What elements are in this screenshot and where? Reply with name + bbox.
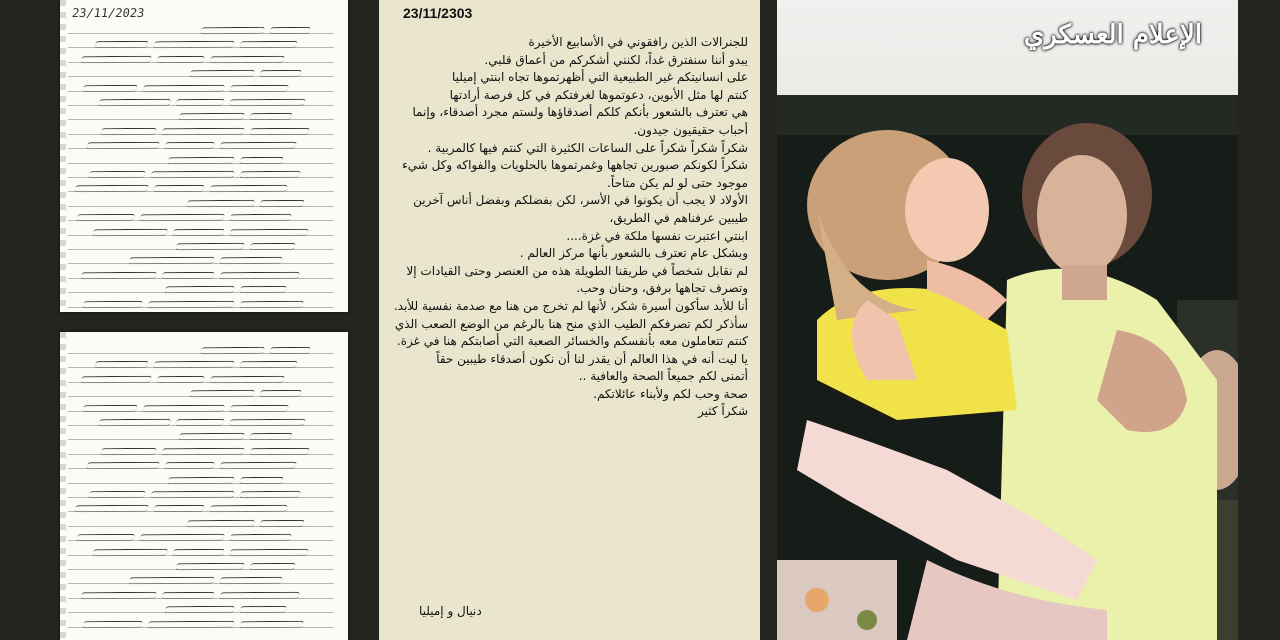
handwriting-stroke: [178, 113, 245, 120]
handwriting-stroke: [259, 520, 305, 527]
handwriting-stroke: [139, 214, 225, 222]
handwriting-stroke: [219, 142, 297, 150]
handwriting-stroke: [150, 491, 235, 499]
handwriting-stroke: [76, 214, 135, 221]
handwriting-stroke: [229, 534, 292, 541]
translation-line: ابنتي اعتبرت نفسها ملكة في غزة....: [566, 228, 748, 243]
handwriting-stroke: [153, 361, 235, 369]
handwriting-stroke: [189, 70, 255, 77]
translation-line: كنتم لها مثل الأبوين، دعوتموها لغرفتكم في كل فرصة أرادتها: [449, 87, 748, 102]
handwriting-stroke: [156, 56, 205, 63]
handwriting-stroke: [80, 592, 157, 600]
handwriting-stroke: [239, 286, 287, 293]
arabic-translation-panel: [379, 0, 760, 640]
handwriting-stroke: [239, 300, 304, 307]
handwriting-stroke: [172, 228, 225, 235]
handwriting-stroke: [76, 534, 135, 541]
translation-line: شكراً شكراً شكراً على الساعات الكثيرة التي كنتم فيها كالمربية .: [427, 140, 748, 155]
handwritten-letter-page-1: [60, 0, 348, 312]
handwriting-stroke: [164, 606, 235, 613]
handwriting-stroke: [239, 620, 304, 627]
handwriting-stroke: [92, 228, 168, 236]
handwriting-stroke: [153, 505, 205, 512]
handwriting-stroke: [128, 577, 215, 585]
translation-line: لم نقابل شخصاً في طريقنا الطويلة هذه من العنصر وحتى القيادات إلا وتصرف تجاهها برفق، وحنان وحب.: [406, 263, 748, 296]
handwriting-stroke: [239, 606, 287, 613]
translation-line: أتمنى لكم جميعاً الصحة والعافية ..: [578, 369, 748, 384]
handwriting-stroke: [186, 520, 255, 527]
handwriting-stroke: [219, 462, 297, 470]
handwriting-stroke: [164, 142, 215, 149]
translation-line: شكراً كثير: [697, 404, 748, 419]
handwriting-stroke: [82, 404, 138, 411]
handwriting-stroke: [147, 300, 235, 308]
handwriting-stroke: [219, 272, 300, 280]
handwriting-stroke: [259, 70, 302, 77]
handwriting-stroke: [186, 200, 255, 207]
handwriting-stroke: [172, 548, 225, 555]
handwriting-stroke: [239, 361, 298, 368]
photo-release-image: [777, 0, 1238, 640]
handwriting-stroke: [269, 347, 311, 354]
handwriting-stroke: [88, 171, 146, 178]
handwriting-stroke: [229, 214, 292, 221]
handwriting-stroke: [209, 376, 285, 384]
handwriting-stroke: [189, 390, 255, 397]
translation-signature: دنيال و إميليا: [419, 604, 482, 618]
handwriting-stroke: [82, 84, 138, 91]
handwritten-letter-page-2: [60, 332, 348, 640]
translation-line: شكراً لكونكم صبورين تجاهها وغمرتموها بالحلويات والفواكه وكل شيء موجود حتى لو لم يكن متاحاً.: [402, 158, 748, 190]
translation-line: يا ليت أنه في هذا العالم أن يقدر لنا أن نكون أصدقاء طيبين حقاً: [436, 351, 748, 366]
handwriting-stroke: [142, 404, 225, 412]
handwriting-stroke: [147, 620, 235, 628]
handwriting-stroke: [200, 27, 265, 34]
handwriting-stroke: [269, 27, 311, 34]
handwriting-stroke: [98, 419, 171, 426]
handwriting-stroke: [175, 419, 225, 426]
handwriting-stroke: [249, 563, 296, 570]
handwriting-stroke: [139, 534, 225, 542]
handwriting-stroke: [249, 433, 293, 440]
handwriting-stroke: [209, 505, 288, 513]
handwriting-stroke: [249, 128, 310, 135]
handwriting-stroke: [209, 56, 285, 64]
handwriting-stroke: [167, 156, 235, 163]
handwriting-stroke: [219, 592, 300, 600]
handwriting-stroke: [219, 257, 283, 264]
handwriting-stroke: [94, 41, 149, 48]
handwriting-stroke: [229, 84, 289, 91]
handwriting-stroke: [161, 448, 245, 456]
translation-line: أنا للأبد سأكون أسيرة شكر، لأنها لم تخرج من هنا مع صدمة نفسية للأبد.: [393, 298, 748, 313]
handwriting-stroke: [219, 577, 283, 584]
handwriting-stroke: [167, 476, 235, 483]
handwriting-stroke: [82, 620, 143, 627]
handwriting-stroke: [229, 419, 306, 427]
handwriting-stroke: [153, 185, 205, 192]
translation-line: هي تعترف بالشعور بأنكم كلكم أصدقاؤها ولستم مجرد أصدقاء، وإنما أحباب حقيقيون جيدون.: [412, 105, 748, 137]
handwriting-stroke: [161, 128, 245, 136]
translation-line: يبدو أننا سنفترق غداً، لكنني أشكركم من أعماق قلبي.: [484, 52, 748, 67]
handwriting-stroke: [249, 113, 293, 120]
notebook-margin: [60, 0, 66, 312]
handwriting-stroke: [128, 257, 215, 265]
handwriting-stroke: [229, 99, 306, 107]
handwriting-stroke: [249, 448, 310, 455]
handwriting-stroke: [153, 41, 235, 49]
handwriting-stroke: [175, 563, 245, 570]
translation-line: الأولاد لا يجب أن يكونوا في الأسر، لكن بفضلكم وبفضل أناس آخرين طيبين عرفناهم في الطريق،: [413, 193, 748, 225]
logo-watermark: الإعلام العسكري: [1023, 20, 1202, 50]
handwriting-stroke: [239, 171, 301, 178]
translation-text: [387, 34, 748, 421]
handwriting-stroke: [200, 347, 265, 354]
handwriting-stroke: [239, 476, 284, 483]
handwriting-stroke: [239, 156, 284, 163]
handwriting-stroke: [80, 56, 152, 63]
handwriting-stroke: [249, 243, 296, 250]
handwriting-stroke: [88, 491, 146, 498]
handwriting-stroke: [142, 84, 225, 92]
handwriting-stroke: [82, 300, 143, 307]
handwriting-stroke: [80, 272, 157, 280]
handwriting-stroke: [164, 286, 235, 293]
translation-line: وبشكل عام تعترف بالشعور بأنها مركز العالم .: [519, 246, 748, 261]
handwriting-stroke: [98, 99, 171, 106]
handwriting-stroke: [229, 228, 309, 236]
handwriting-stroke: [86, 142, 160, 150]
translation-date: 23/11/2303: [403, 5, 473, 21]
handwriting-stroke: [175, 99, 225, 106]
handwriting-stroke: [229, 404, 289, 411]
handwriting-stroke: [156, 376, 205, 383]
handwriting-stroke: [164, 462, 215, 469]
handwriting-stroke: [150, 171, 235, 179]
handwriting-stroke: [239, 41, 298, 48]
handwriting-stroke: [259, 200, 305, 207]
translation-line: على انسانيتكم غير الطبيعية التي أظهرتموها تجاه ابنتي إميليا: [451, 70, 748, 85]
translation-line: للجنرالات الذين رافقوني في الأسابيع الأخيرة: [528, 35, 748, 49]
photo-illustration: [777, 0, 1238, 640]
handwriting-stroke: [74, 505, 149, 513]
notebook-margin: [60, 332, 66, 640]
handwriting-stroke: [259, 390, 302, 397]
handwriting-stroke: [86, 462, 160, 470]
handwriting-stroke: [161, 592, 215, 599]
handwriting-stroke: [178, 433, 245, 440]
handwriting-stroke: [74, 185, 149, 193]
handwriting-stroke: [239, 491, 301, 498]
handwriting-stroke: [100, 448, 157, 455]
translation-line: صحة وحب لكم ولأبناء عائلاتكم.: [593, 386, 748, 401]
handwriting-stroke: [175, 243, 245, 250]
handwriting-stroke: [229, 548, 309, 556]
handwriting-stroke: [209, 185, 288, 193]
handwriting-stroke: [100, 128, 157, 135]
letter-date: 23/11/2023: [71, 6, 146, 20]
translation-line: سأذكر لكم تصرفكم الطيب الذي منح هنا بالرغم من الوضع الصعب الذي كنتم تتعاملون معه بأنفسكم والخسائر الصعبة التي أصابتكم هنا في غزة.: [394, 316, 748, 349]
handwriting-stroke: [94, 361, 149, 368]
handwriting-stroke: [80, 376, 152, 383]
handwriting-stroke: [92, 548, 168, 556]
handwriting-stroke: [161, 272, 215, 279]
